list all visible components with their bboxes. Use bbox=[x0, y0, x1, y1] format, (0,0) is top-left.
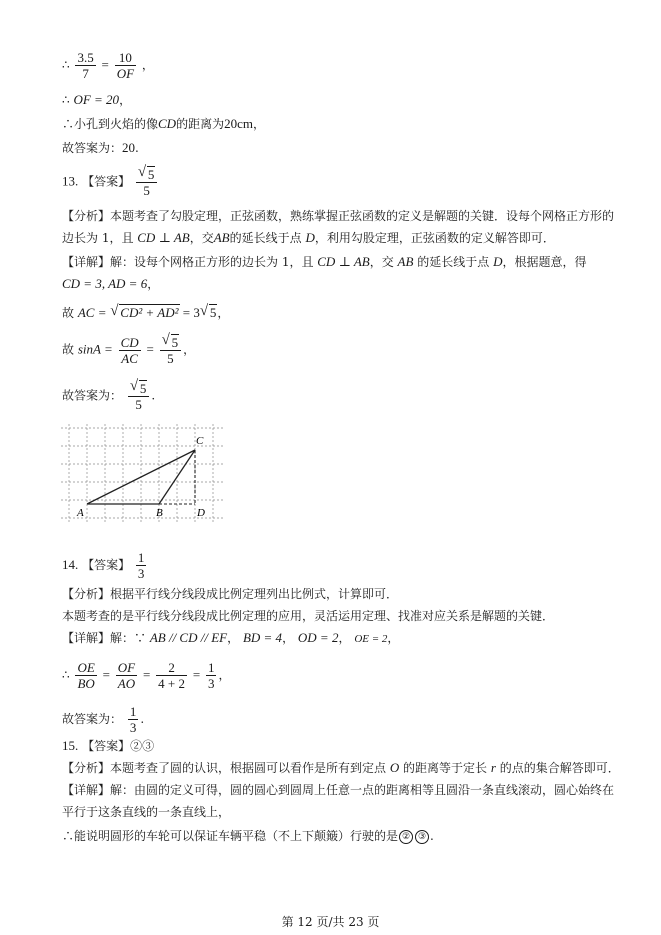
q14-proportion: ∴ $\frac{OE}{BO}$ = $\frac{OF}{AO}$ = $\frac{2}{4 + 2}$ = $\frac{1}{3}$ ， bbox=[62, 660, 231, 691]
segment-bc bbox=[159, 450, 195, 504]
q14-answer: 14. 【答案】 $\frac{1}{3}$ bbox=[62, 550, 145, 581]
of-result: ∴ OF = 20， bbox=[62, 92, 132, 107]
q13-analysis-cont: 边长为 1，且 CD ⊥ AB，交AB的延长线于点 D，利用勾股定理，正弦函数的定义解答即可． bbox=[62, 230, 555, 245]
label-c: C bbox=[196, 435, 204, 447]
answer-12: 故答案为：20. bbox=[62, 140, 139, 155]
q13-ac: 故 AC = √ CD² + AD² = 3 √ 5， bbox=[62, 303, 230, 320]
q15-detail-cont: 平行于这条直线的一条直线上， bbox=[62, 805, 231, 819]
q13-analysis: 【分析】本题考查了勾股定理，正弦函数，熟练掌握正弦函数的定义是解题的关键．设每个网格正方形的 bbox=[62, 209, 615, 223]
page-footer: 第 12 页/共 23 页 bbox=[281, 915, 380, 929]
label-d: D bbox=[197, 507, 205, 519]
q15-conclusion: ∴能说明圆形的车轮可以保证车辆平稳（不上下颠簸）行驶的是 ② ③ . bbox=[62, 829, 434, 843]
segment-ac bbox=[87, 450, 195, 504]
q14-analysis: 【分析】根据平行线分线段成比例定理列出比例式，计算即可． bbox=[62, 587, 399, 601]
q15-analysis: 【分析】本题考查了圆的认识，根据圆可以看作是所有到定点 O 的距离等于定长 r 的点的集合解答即可． bbox=[62, 760, 620, 775]
q13-detail: 【详解】解：设每个网格正方形的边长为 1，且 CD ⊥ AB，交 AB 的延长线于点 D，根据题意，得 bbox=[62, 254, 587, 269]
q14-detail: 【详解】解：∵ AB // CD // EF， BD = 4， OD = 2， OE = 2， bbox=[62, 630, 400, 645]
q14-analysis-cont: 本题考查的是平行线分线段成比例定理的应用，灵活运用定理、找准对应关系是解题的关键． bbox=[62, 609, 555, 623]
q13-answer: 13. 【答案】 √ 5 5 bbox=[62, 166, 159, 198]
q13-final: 故答案为： √ 5 5 . bbox=[62, 378, 156, 412]
label-a: A bbox=[77, 507, 84, 519]
grid-triangle-figure bbox=[59, 424, 229, 526]
ratio-equation: ∴ $\frac{3.5}{7}$ = $\frac{10}{OF}$ ， bbox=[62, 50, 154, 81]
distance-conclusion: ∴小孔到火焰的像CD的距离为20cm， bbox=[62, 116, 265, 131]
label-b: B bbox=[156, 507, 163, 519]
q13-given: CD = 3, AD = 6， bbox=[62, 276, 160, 291]
q13-sin: 故 sinA = $\frac{CD}{AC}$ = √ 5 5 ， bbox=[62, 332, 196, 366]
q15-answer: 15. 【答案】②③ bbox=[62, 738, 155, 753]
q15-detail: 【详解】解：由圆的定义可得，圆的圆心到圆周上任意一点的距离相等且圆沿一条直线滚动，圆心始终在 bbox=[62, 783, 615, 797]
q14-final: 故答案为： $\frac{1}{3}$ . bbox=[62, 704, 145, 735]
